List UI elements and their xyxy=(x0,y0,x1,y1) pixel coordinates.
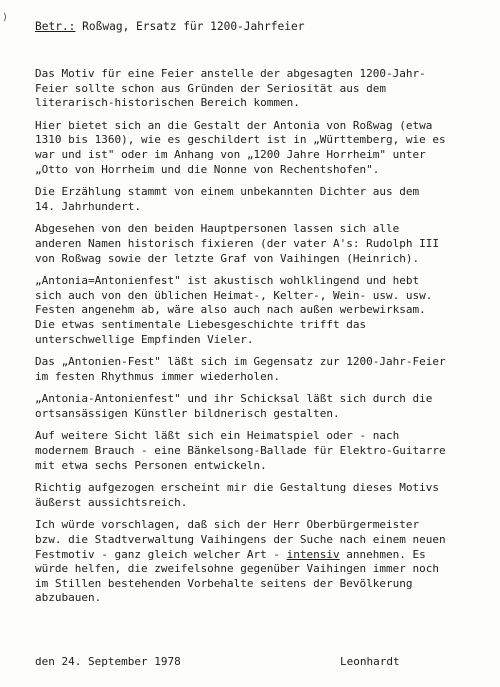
text-line: von Roßwag sowie der letzte Graf von Vaihingen (Heinrich). xyxy=(35,251,420,265)
paragraph xyxy=(35,274,495,347)
text-line: Das „Antonien-Fest" läßt sich im Gegensatz zur 1200-Jahr-Feier xyxy=(35,355,446,369)
text-line: literarisch-historischen Bereich kommen. xyxy=(35,96,300,110)
paragraph xyxy=(35,185,495,214)
text-line: ortsansässigen Künstler bildnerisch gestalten. xyxy=(35,406,340,420)
text-line: „Antonia-Antonienfest" und ihr Schicksal läßt sich durch die xyxy=(35,392,433,406)
text-line: Feier sollte schon aus Gründen der Seriosität aus dem xyxy=(35,81,386,95)
text-line: Ich würde vorschlagen, daß sich der Herr Oberbürgermeister xyxy=(35,518,420,532)
signature-name: Leonhardt xyxy=(340,655,400,668)
paragraph xyxy=(35,481,495,510)
text-line: 1310 bis 1360), wie es geschildert ist in „Württemberg, wie es xyxy=(35,133,446,147)
text-line: Festen angenehm ab, wäre also auch nach außen werbewirksam. xyxy=(35,303,426,317)
text-line: Die Erzählung stammt von einem unbekannten Dichter aus dem xyxy=(35,185,420,199)
text-line: „Otto von Horrheim und die Nonne von Rechentshofen". xyxy=(35,162,380,176)
text-line: Auf weitere Sicht läßt sich ein Heimatspiel oder - nach xyxy=(35,429,400,443)
text-line: bzw. die Stadtverwaltung Vaihingens der Suche nach einem neuen xyxy=(35,533,446,547)
text-line: sich auch von den üblichen Heimat-, Kelter-, Wein- usw. usw. xyxy=(35,288,433,302)
paragraph xyxy=(35,67,495,111)
text-line: Das Motiv für eine Feier anstelle der abgesagten 1200-Jahr- xyxy=(35,67,426,80)
text-line: 14. Jahrhundert. xyxy=(35,199,141,213)
text-line: Hier bietet sich an die Gestalt der Antonia von Roßwag (etwa xyxy=(35,118,433,132)
paragraphs xyxy=(35,67,495,510)
text-line: war und ist" oder im Anhang von „1200 Jahre Horrheim" unter xyxy=(35,147,426,161)
paragraph xyxy=(35,222,495,266)
text-line: mit etwa sechs Personen entwickeln. xyxy=(35,458,267,472)
text-line: modernem Brauch - eine Bänkelsong-Ballade für Elektro-Guitarre xyxy=(35,444,446,458)
subject-label: Betr.: xyxy=(35,20,76,33)
text-segment: annehmen. Es xyxy=(339,547,426,561)
text-line: würde helfen, die zweifelsohne gegenüber Vaihingen immer noch xyxy=(35,562,439,576)
text-line: „Antonia=Antonienfest" ist akustisch wohlklingend und hebt xyxy=(35,274,420,288)
text-line: abzubauen. xyxy=(35,591,102,605)
text-line: anderen Namen historisch fixieren (der vater A's: Rudolph III xyxy=(35,236,439,250)
paragraph xyxy=(35,355,495,384)
text-line: Abgesehen von den beiden Hauptpersonen lassen sich alle xyxy=(35,222,400,236)
text-line: Die etwas sentimentale Liebesgeschichte trifft das xyxy=(35,317,367,331)
text-line: Richtig aufgezogen erscheint mir die Gestaltung dieses Motivs xyxy=(35,481,439,495)
text-line: im festen Rhythmus immer wiederholen. xyxy=(35,369,281,383)
letter-date: den 24. September 1978 xyxy=(35,655,181,668)
text-line xyxy=(35,548,495,563)
text-line: unterschwellige Empfinden Vieler. xyxy=(35,332,254,346)
subject-text: Roßwag, Ersatz für 1200-Jahrfeier xyxy=(75,20,305,33)
paragraph xyxy=(35,429,495,473)
text-segment: Festmotiv - ganz gleich welcher Art - xyxy=(35,547,287,561)
text-line: äußerst aussichtsreich. xyxy=(35,495,188,509)
margin-mark: ) xyxy=(2,12,9,23)
underlined-word: intensiv xyxy=(286,547,340,561)
text-line: im Stillen bestehenden Vorbehalte seitens der Bevölkerung xyxy=(35,576,413,590)
paragraph xyxy=(35,119,495,177)
letter-body xyxy=(35,67,495,614)
subject-line xyxy=(35,20,304,33)
paragraph xyxy=(35,392,495,421)
paragraph-proposal xyxy=(35,518,495,606)
